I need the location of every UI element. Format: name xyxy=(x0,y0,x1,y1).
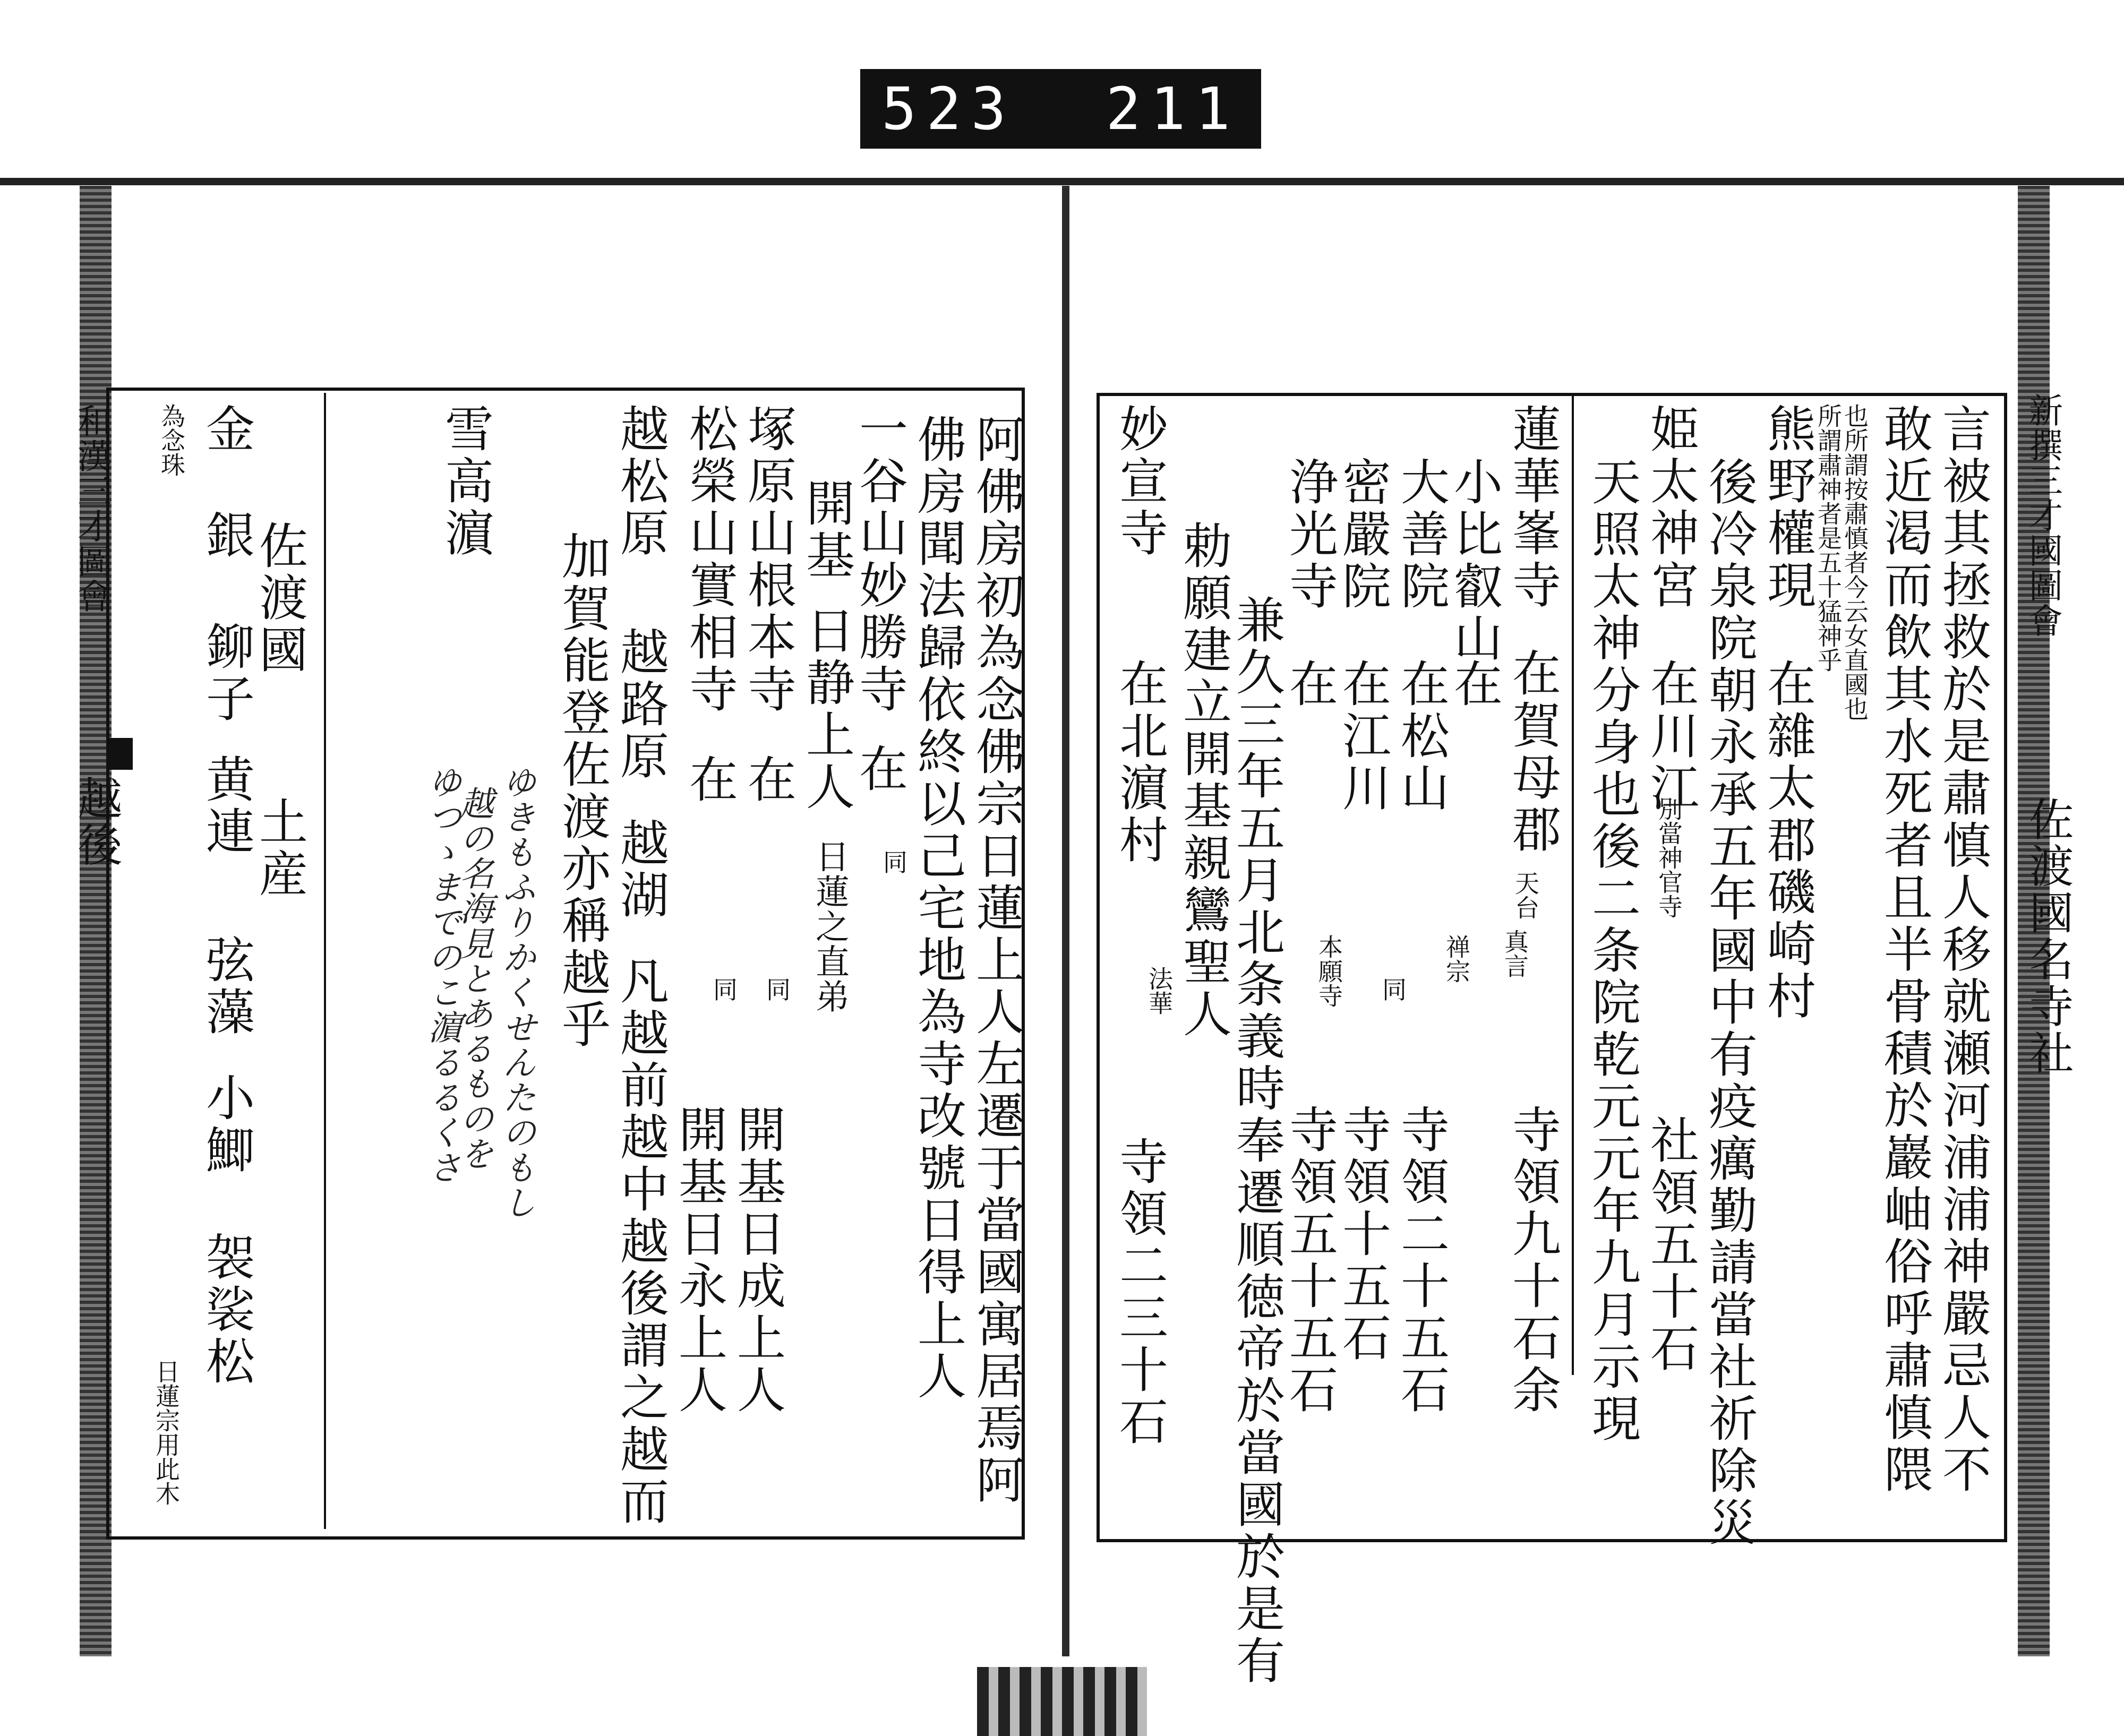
text-column: 阿佛房初為念佛宗日蓮上人左遷于當國寓居焉阿 xyxy=(968,414,1025,1507)
founder-label: 開基 xyxy=(798,478,855,582)
location-text: 在 xyxy=(851,743,908,795)
right-page-section: 佐渡國名寺社 xyxy=(2022,796,2074,1077)
text-column: 敢近渇而飲其水死者且半骨積於巖岫俗呼肅慎隈 xyxy=(1876,403,1933,1496)
temple-name: 小比叡山 xyxy=(1446,457,1503,665)
right-page-header: 新撰三才國圖會 xyxy=(2023,393,2062,638)
location-text: 在 xyxy=(1281,658,1338,710)
temple-name: 松榮山實相寺 xyxy=(681,403,738,716)
book-gutter xyxy=(1062,186,1069,1656)
temple-name: 一谷山妙勝寺 xyxy=(851,403,908,716)
product-item: 金 xyxy=(198,403,255,456)
temple-name: 浄光寺 xyxy=(1281,457,1338,613)
temple-name: 蓮華峯寺 xyxy=(1504,403,1561,612)
shrine-name: 姫太神宮 xyxy=(1642,403,1699,612)
temple-name: 塚原山根本寺 xyxy=(740,403,796,716)
shrine-name: 熊野權現 xyxy=(1759,403,1816,612)
annotation-note: 所謂肅神者是五十猛神乎 xyxy=(1814,403,1843,672)
temple-name: 妙宣寺 xyxy=(1111,403,1168,560)
binding-edge xyxy=(977,1667,1147,1736)
reel-number-right: 211 xyxy=(1106,75,1240,143)
text-column: 天照太神分身也後二条院乾元元年九月示現 xyxy=(1584,457,1641,1445)
sect-label: 禅宗 xyxy=(1442,934,1471,983)
estate-value: 寺領二十五石 xyxy=(1393,1104,1450,1416)
founder-name: 日静上人 xyxy=(798,605,855,813)
location-text: 在雜太郡磯崎村 xyxy=(1759,658,1816,1022)
annotation-note: 別當神官寺 xyxy=(1655,796,1683,918)
reel-number-left: 523 xyxy=(881,75,1016,143)
founder-name: 開基日永上人 xyxy=(671,1104,727,1416)
temple-name: 大善院 xyxy=(1393,457,1450,613)
sect-label: 天台 xyxy=(1511,871,1540,919)
sect-label: 同 xyxy=(763,977,791,1001)
province-name: 佐渡國 xyxy=(251,520,308,676)
location-text: 在川江 xyxy=(1642,658,1699,814)
location-text: 在 xyxy=(1446,658,1503,710)
estate-value: 寺領九十石余 xyxy=(1504,1104,1561,1416)
sect-label: 真言 xyxy=(1501,929,1529,978)
left-page-header: 和漢三才圖會 xyxy=(72,403,111,614)
column-divider xyxy=(1572,393,1574,1375)
handwritten-note: ゆきもふりかくせんたのもし xyxy=(496,764,536,1220)
place-name: 越路原 xyxy=(612,626,669,783)
founder-name: 開基日成上人 xyxy=(729,1104,786,1416)
location-text: 在賀母郡 xyxy=(1504,648,1561,856)
product-note: 日蓮宗用此木 xyxy=(152,1359,181,1506)
annotation-note: 也所謂按肅慎者今云女直國也 xyxy=(1840,403,1869,721)
sect-label: 本願寺 xyxy=(1315,934,1343,1008)
place-name: 越松原 xyxy=(612,403,669,560)
sect-label: 同 xyxy=(879,849,908,874)
text-column: 加賀能登佐渡亦稱越乎 xyxy=(554,531,611,1051)
estate-value: 寺領十五石 xyxy=(1334,1104,1391,1364)
estate-value: 寺領五十五石 xyxy=(1281,1104,1338,1416)
text-column: 兼久三年五月北条義時奉遷順徳帝於當國於是有 xyxy=(1228,595,1285,1687)
sect-label: 同 xyxy=(709,977,738,1001)
section-label: 土産 xyxy=(251,796,308,900)
left-page-section: 越後 xyxy=(71,775,123,869)
top-edge-rule xyxy=(0,178,2124,185)
location-text: 在 xyxy=(681,754,738,806)
handwritten-note: ゆつゝまでのこ濵るるくさ xyxy=(422,764,461,1185)
sect-label: 法華 xyxy=(1145,966,1174,1015)
text-column: 言被其拯救於是肅慎人移就瀬河浦浦神嚴忌人不 xyxy=(1934,403,1991,1496)
estate-value: 社領五十石 xyxy=(1642,1115,1699,1375)
sect-label: 同 xyxy=(1378,977,1407,1001)
estate-value: 寺領二三十石 xyxy=(1111,1136,1168,1448)
text-column: 佛房聞法歸依終以己宅地為寺改號日得上人 xyxy=(910,414,966,1403)
text-column: 凡越前越中越後謂之越而 xyxy=(612,956,669,1528)
location-text: 在 xyxy=(740,754,796,806)
place-name: 雪高濵 xyxy=(437,403,494,560)
location-text: 在江川 xyxy=(1334,658,1391,814)
handwritten-note: 越の名海見とあるものを xyxy=(454,786,493,1171)
page-tab-mark xyxy=(109,738,133,770)
column-divider xyxy=(324,393,326,1529)
product-item: 鉚子 xyxy=(198,621,255,725)
founder-note: 日蓮之直弟 xyxy=(810,839,849,1014)
product-item: 銀 xyxy=(198,510,255,562)
reel-number-label xyxy=(860,69,1261,149)
product-item: 黄連 xyxy=(198,754,255,858)
temple-name: 密嚴院 xyxy=(1334,457,1391,613)
product-item: 袈裟松 xyxy=(198,1232,255,1388)
location-text: 在松山 xyxy=(1393,658,1450,814)
product-item: 小鯽 xyxy=(198,1072,255,1176)
product-item: 弦藻 xyxy=(198,934,255,1038)
location-text: 在北濵村 xyxy=(1111,658,1168,866)
text-column: 後冷泉院朝永承五年國中有疫癘勤請當社祈除災 xyxy=(1701,457,1758,1549)
product-note: 為念珠 xyxy=(157,403,186,477)
text-column: 勅願建立開基親鸞聖人 xyxy=(1175,520,1232,1041)
place-name: 越湖 xyxy=(612,818,669,922)
